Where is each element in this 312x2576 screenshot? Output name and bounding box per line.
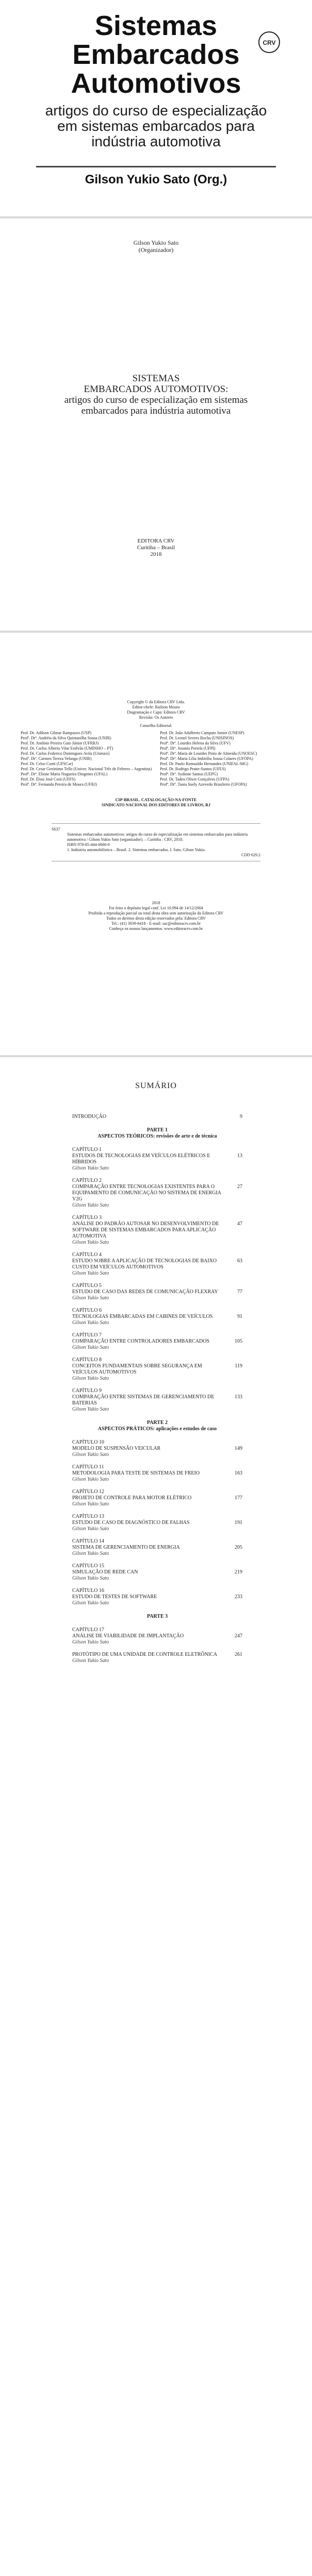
toc-row <box>72 1495 242 1501</box>
toc-entry <box>72 1538 242 1557</box>
toc-page-number: 219 <box>235 1569 242 1575</box>
toc-row <box>72 1314 242 1320</box>
toc-part <box>72 1127 242 1140</box>
toc-row <box>72 1289 242 1295</box>
author-name: Gilson Yukio Sato <box>133 239 179 246</box>
toc-row <box>72 1184 242 1202</box>
toc-page-number: 13 <box>237 1153 242 1159</box>
board-member: Prof. Dr. Tadeu Oliver Gonçalves (UFPA) <box>160 777 229 782</box>
board-column-left <box>21 731 152 787</box>
toc-entry <box>72 1147 242 1172</box>
card-code: S637 <box>52 827 60 832</box>
board-member: Profª. Drª. Sydione Santos (UEPG) <box>160 772 218 776</box>
cover-title-line: Embarcados <box>72 39 240 70</box>
cover-subtitle: artigos do curso de especialização em sistemas embarcados para indústria automotiva <box>45 103 267 149</box>
toc-chapter-title: PROTÓTIPO DE UMA UNIDADE DE CONTROLE ELETRÔNICA <box>72 1652 218 1657</box>
toc-part-label: PARTE 3 <box>146 1614 168 1619</box>
table-of-contents <box>0 1057 312 2576</box>
toc-entry <box>72 1652 242 1664</box>
toc-chapter-title: ESTUDO DE CASO DE DIAGNÓSTICO DE FALHAS <box>72 1520 190 1526</box>
footer-line: Proibida a reprodução parcial ou total desta obra sem autorização da Editora CRV <box>88 911 224 916</box>
title-line: SISTEMAS <box>132 373 180 384</box>
toc-part-title: ASPECTOS TEÓRICOS: revisões de arte e de técnica <box>97 1133 217 1139</box>
toc-row <box>72 1470 242 1477</box>
board-member: Prof. Dr. Antônio Pereira Gaio Júnior (UFRRJ) <box>21 741 99 745</box>
cover-divider <box>36 166 276 167</box>
toc-chapter-label: CAPÍTULO 15 <box>72 1563 104 1569</box>
toc-page-number: 205 <box>235 1545 242 1550</box>
toc-page-number: 47 <box>237 1221 242 1227</box>
toc-chapter-title: ESTUDO DE CASO DAS REDES DE COMUNICAÇÃO FLEXRAY <box>72 1289 218 1295</box>
board-member: Prof. Dr. Carlos Federico Dominguez Avila (Unieuro) <box>21 751 110 756</box>
toc-chapter-title: SIMULAÇÃO DE REDE CAN <box>72 1569 138 1575</box>
publisher-year: 2018 <box>150 551 162 557</box>
toc-page-number: 191 <box>235 1520 242 1526</box>
toc-page-number: 233 <box>235 1594 242 1600</box>
toc-row <box>72 1338 242 1345</box>
toc-row <box>72 1363 242 1376</box>
toc-author: Gilson Yukio Sato <box>72 1345 109 1350</box>
toc-row <box>72 1221 242 1240</box>
toc-chapter-title: ANÁLISE DE VIABILIDADE DE IMPLANTAÇÃO <box>72 1633 184 1639</box>
toc-row <box>72 1520 242 1526</box>
board-column-right <box>160 731 291 787</box>
toc-entry <box>72 1283 242 1301</box>
toc-page-number: 91 <box>237 1314 242 1319</box>
footer-year: 2018 <box>152 901 160 905</box>
toc-chapter-label: CAPÍTULO 2 <box>72 1178 102 1183</box>
toc-row <box>72 1153 242 1165</box>
toc-entry <box>72 1588 242 1606</box>
toc-entry <box>72 1563 242 1582</box>
board-member: Profª. Drª. Elione Maria Nogueira Diogenes (UFAL) <box>21 772 108 776</box>
toc-author: Gilson Yukio Sato <box>72 1295 109 1301</box>
publisher-logo <box>258 31 281 54</box>
footer-line: Tel.: (41) 3039-6418 - E-mail: sac@editoracrv.com.br <box>111 921 201 926</box>
copyright-header <box>0 700 312 728</box>
toc-chapter-label: CAPÍTULO 13 <box>72 1514 104 1519</box>
board-member: Profª. Drª. Josania Portela (UFPI) <box>160 746 216 751</box>
toc-author: Gilson Yukio Sato <box>72 1240 109 1245</box>
card-subject: 1. Indústria automobilística – Brasil. 2. Sistemas embarcados. I. Sato, Gilson Yukio. <box>67 848 206 852</box>
toc-author: Gilson Yukio Sato <box>72 1202 109 1208</box>
book-cover <box>0 0 312 216</box>
toc-row <box>72 1633 242 1639</box>
toc-chapter-title: INTRODUÇÃO <box>72 1114 107 1120</box>
cover-author: Gilson Yukio Sato (Org.) <box>85 173 227 187</box>
toc-entry <box>72 1215 242 1246</box>
toc-entry <box>72 1252 242 1277</box>
toc-author: Gilson Yukio Sato <box>72 1406 109 1412</box>
board-member: Prof. Dr. Adilson Gilmar Rampazzo (USP) <box>21 731 92 735</box>
toc-chapter-title: COMPARAÇÃO ENTRE TECNOLOGIAS EXISTENTES PARA O EQUIPAMENTO DE COMUNICAÇÃO NO SISTEMA DE ENERGIA V2G <box>72 1184 221 1202</box>
toc-chapter-title: SISTEMA DE GERENCIAMENTO DE ENERGIA <box>72 1545 180 1550</box>
toc-part-label: PARTE 1 <box>146 1127 168 1133</box>
toc-author: Gilson Yukio Sato <box>72 1575 109 1581</box>
toc-page-number: 9 <box>240 1114 242 1120</box>
toc-chapter-title: COMPARAÇÃO ENTRE CONTROLADORES EMBARCADOS <box>72 1338 210 1344</box>
toc-part <box>72 1614 242 1620</box>
title-page-publisher <box>0 538 312 558</box>
toc-chapter-label: CAPÍTULO 11 <box>72 1464 104 1470</box>
board-member: Prof. Dr. Rodrigo Pratte-Santos (UFES) <box>160 767 226 771</box>
footer-line: Conheça os nossos lançamentos: www.editoracrv.com.br <box>109 926 203 931</box>
toc-author: Gilson Yukio Sato <box>72 1639 109 1645</box>
toc-entry <box>72 1489 242 1507</box>
board-member: Prof. Dr. Cesar Gerónimo Tello (Univer. Nacional Três de Febrero – Argentina) <box>21 767 152 771</box>
title-page <box>0 218 312 631</box>
toc-chapter-label: CAPÍTULO 9 <box>72 1388 102 1394</box>
toc-chapter-title: ANÁLISE DO PADRÃO AUTOSAR NO DESENVOLVIMENTO DE SOFTWARE DE SISTEMAS EMBARCADOS PARA APLICAÇÃO AUTOMOTIVA <box>72 1221 219 1239</box>
toc-row <box>72 1446 242 1452</box>
toc-row <box>72 1394 242 1406</box>
toc-title: SUMÁRIO <box>135 1081 177 1090</box>
toc-chapter-label: CAPÍTULO 4 <box>72 1252 102 1258</box>
board-member: Profª. Drª. Carmen Tereza Velanga (UNIR) <box>21 756 92 761</box>
toc-chapter-title: ESTUDO SOBRE A APLICAÇÃO DE TECNOLOGIAS DE BAIXO CUSTO EM VEÍCULOS AUTOMOTIVOS <box>72 1258 217 1270</box>
toc-row <box>72 1594 242 1600</box>
toc-chapter-label: CAPÍTULO 10 <box>72 1439 104 1445</box>
toc-author: Gilson Yukio Sato <box>72 1165 109 1171</box>
toc-author: Gilson Yukio Sato <box>72 1600 109 1606</box>
board-title: Conselho Editorial: <box>140 723 172 728</box>
toc-entry <box>72 1388 242 1413</box>
toc-chapter-label: CAPÍTULO 17 <box>72 1627 104 1633</box>
board-member: Prof. Dr. Celso Conti (UFSCar) <box>21 761 73 766</box>
toc-chapter-label: CAPÍTULO 5 <box>72 1283 102 1289</box>
toc-entry <box>72 1439 242 1458</box>
toc-author: Gilson Yukio Sato <box>72 1376 109 1381</box>
toc-page-number: 63 <box>237 1258 242 1264</box>
toc-page-number: 163 <box>235 1470 242 1476</box>
toc-row <box>72 1569 242 1575</box>
board-member: Prof. Dr. Paulo Romualdo Hernandes (UNIFAL-MG) <box>160 761 249 766</box>
toc-author: Gilson Yukio Sato <box>72 1452 109 1458</box>
board-member: Prof. Dr. Carlos Alberto Vilar Estêvão (UMINHO – PT) <box>21 746 113 751</box>
board-member: Profª. Drª. Andréia da Silva Quintanilha Sousa (UNIR) <box>21 736 111 740</box>
toc-author: Gilson Yukio Sato <box>72 1477 109 1482</box>
toc-entry <box>72 1114 242 1120</box>
board-member: Profª. Drª. Maria Lília Imbiriba Sousa Colares (UFOPA) <box>160 756 253 761</box>
toc-part-title: ASPECTOS PRÁTICOS: aplicações e estudos de caso <box>97 1426 217 1432</box>
cover-title <box>0 11 312 98</box>
toc-entry <box>72 1308 242 1326</box>
board-member: Profª. Drª. Lourdes Helena da Silva (UFV) <box>160 741 231 745</box>
toc-page-number: 247 <box>235 1633 242 1639</box>
toc-row <box>72 1652 242 1658</box>
copyright-page <box>0 633 312 1055</box>
toc-page-number: 27 <box>237 1184 242 1190</box>
toc-chapter-title: TECNOLOGIAS EMBARCADAS EM CABINES DE VEÍCULOS <box>72 1314 213 1319</box>
toc-page-number: 177 <box>235 1495 242 1501</box>
board-member: Prof. Dr. Leonel Severo Rocha (UNISINOS) <box>160 736 234 740</box>
author-role: (Organizador) <box>138 246 174 253</box>
toc-list <box>72 1114 242 1670</box>
toc-entry <box>72 1332 242 1351</box>
toc-chapter-title: PROJETO DE CONTROLE PARA MOTOR ELÉTRICO <box>72 1495 192 1501</box>
toc-page-number: 149 <box>235 1446 242 1451</box>
toc-chapter-title: ESTUDO DE TESTES DE SOFTWARE <box>72 1594 157 1600</box>
toc-row <box>72 1114 242 1120</box>
toc-author: Gilson Yukio Sato <box>72 1270 109 1276</box>
cip-title: CIP-BRASIL. CATALOGAÇÃO-NA-FONTE <box>115 798 197 802</box>
catalog-card <box>52 823 260 861</box>
toc-page-number: 261 <box>235 1652 242 1657</box>
copyright-line: Copyright © da Editora CRV Ltda. <box>127 700 185 704</box>
copyright-line: Revisão: Os Autores <box>139 715 173 720</box>
toc-entry <box>72 1178 242 1209</box>
toc-chapter-label: CAPÍTULO 12 <box>72 1489 104 1495</box>
publisher-city: Curitiba – Brasil <box>137 545 175 551</box>
toc-chapter-title: ESTUDOS DE TECNOLOGIAS EM VEÍCULOS ELÉTRICOS E HÍBRIDOS <box>72 1153 210 1165</box>
toc-part <box>72 1420 242 1432</box>
toc-entry <box>72 1514 242 1532</box>
toc-chapter-label: CAPÍTULO 3 <box>72 1215 102 1221</box>
toc-chapter-label: CAPÍTULO 1 <box>72 1147 102 1153</box>
toc-author: Gilson Yukio Sato <box>72 1501 109 1507</box>
title-page-title <box>52 373 260 416</box>
toc-author: Gilson Yukio Sato <box>72 1320 109 1326</box>
toc-row <box>72 1258 242 1270</box>
toc-entry <box>72 1627 242 1646</box>
cip-header <box>52 798 260 808</box>
copyright-line: Editor-chefe: Railson Moura <box>132 705 180 709</box>
publisher-name: EDITORA CRV <box>137 538 175 544</box>
toc-chapter-title: COMPARAÇÃO ENTRE SISTEMAS DE GERENCIAMENTO DE BATERIAS <box>72 1394 215 1406</box>
toc-page-number: 119 <box>235 1363 242 1369</box>
toc-chapter-label: CAPÍTULO 8 <box>72 1357 102 1363</box>
toc-page-number: 133 <box>235 1394 242 1400</box>
toc-page-number: 105 <box>235 1338 242 1344</box>
copyright-footer <box>0 901 312 931</box>
publisher-logo-text: CRV <box>262 39 276 46</box>
board-member: Prof. Dr. João Adalberto Campato Junior (UNESP) <box>160 731 244 735</box>
card-isbn: ISBN 978-85-444-0000-0 <box>67 842 110 847</box>
board-member: Prof. Dr. Élsio José Corá (UFFS) <box>21 777 76 782</box>
toc-entry <box>72 1357 242 1382</box>
toc-chapter-title: MODELO DE SUSPENSÃO VEICULAR <box>72 1446 161 1451</box>
toc-part-label: PARTE 2 <box>146 1420 168 1426</box>
toc-chapter-label: CAPÍTULO 6 <box>72 1308 102 1313</box>
board-member: Profª. Drª. Fernanda Pereira de Moura (UFRJ) <box>21 782 97 787</box>
title-line: EMBARCADOS AUTOMOTIVOS: <box>84 384 228 395</box>
card-cdd: CDD 629.2 <box>241 853 260 857</box>
toc-entry <box>72 1464 242 1483</box>
title-page-author <box>0 239 312 253</box>
cip-subtitle: SINDICATO NACIONAL DOS EDITORES DE LIVROS, RJ <box>102 803 210 807</box>
toc-chapter-label: CAPÍTULO 7 <box>72 1332 102 1338</box>
toc-chapter-title: METODOLOGIA PARA TESTE DE SISTEMAS DE FREIO <box>72 1470 200 1476</box>
toc-page-number: 77 <box>237 1289 242 1295</box>
cover-title-line: Sistemas <box>94 10 218 41</box>
toc-author: Gilson Yukio Sato <box>72 1551 109 1556</box>
copyright-line: Diagramação e Capa: Editora CRV <box>127 710 185 715</box>
toc-author: Gilson Yukio Sato <box>72 1526 109 1532</box>
footer-line: Todos os direitos desta edição reservados pela: Editora CRV <box>106 916 206 921</box>
board-member: Profª. Drª. Tania Suely Azevedo Brasileiro (UFOPA) <box>160 782 247 787</box>
editorial-board <box>21 731 291 787</box>
toc-chapter-title: CONCEITOS FUNDAMENTAIS SOBRE SEGURANÇA EM VEÍCULOS AUTOMOTIVOS <box>72 1363 202 1375</box>
toc-author: Gilson Yukio Sato <box>72 1658 109 1664</box>
title-line: artigos do curso de especialização em sistemas embarcados para indústria automotiva <box>64 395 248 416</box>
toc-chapter-label: CAPÍTULO 16 <box>72 1588 104 1594</box>
card-text: Sistemas embarcados automotivos: artigos do curso de especialização em sistemas embarcados para indústria automotiva / Gilson Yukio Sato (organizador). – Curitiba : CRV, 2018. <box>67 832 248 842</box>
toc-chapter-label: CAPÍTULO 14 <box>72 1538 104 1544</box>
cover-title-line: Automotivos <box>71 68 241 99</box>
toc-row <box>72 1545 242 1551</box>
footer-line: Foi feito o depósito legal conf. Lei 10.994 de 14/12/2004 <box>109 906 203 910</box>
board-member: Profª. Drª. Maria de Lourdes Pinto de Almeida (UNOESC) <box>160 751 257 756</box>
